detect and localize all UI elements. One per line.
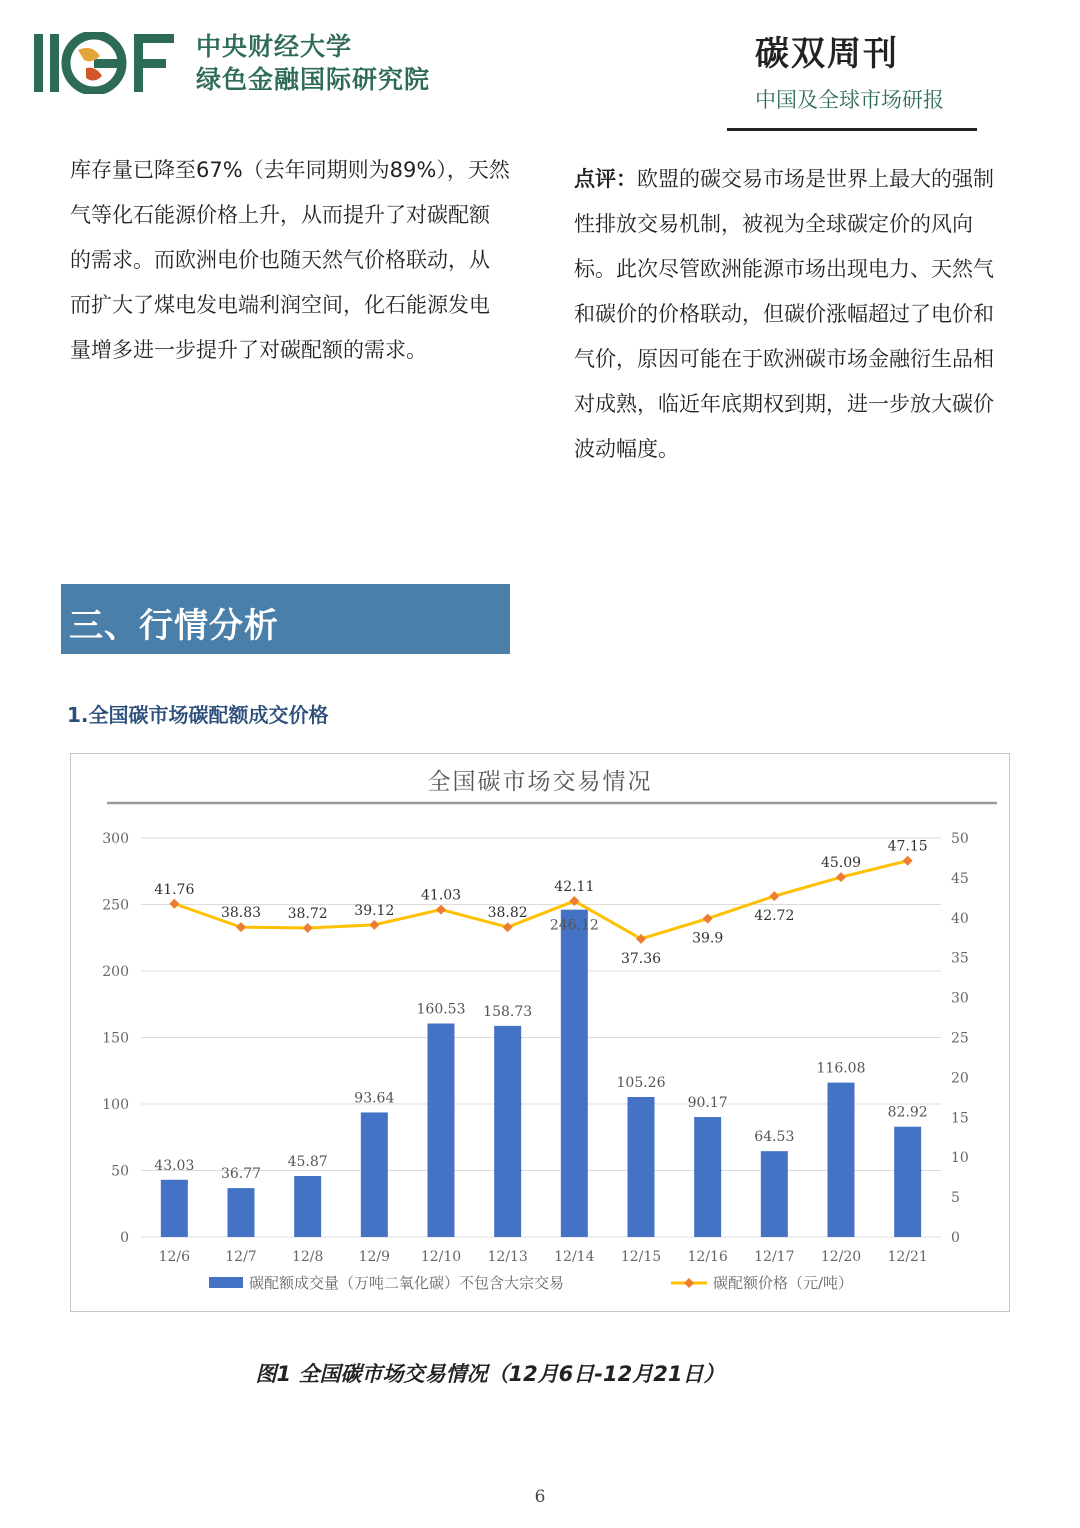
- publication-subtitle: 中国及全球市场研报: [755, 88, 944, 112]
- price-point: [369, 920, 379, 930]
- price-point: [303, 923, 313, 933]
- y-right-tick-label: 35: [951, 950, 969, 967]
- bar: [361, 1112, 388, 1237]
- x-tick-label: 12/10: [420, 1249, 462, 1265]
- bar-data-label: 43.03: [154, 1157, 195, 1174]
- y-left-tick-label: 250: [102, 897, 129, 914]
- y-right-tick-label: 20: [951, 1070, 969, 1087]
- y-right-tick-label: 30: [951, 990, 969, 1007]
- price-point: [769, 891, 779, 901]
- price-data-label: 41.76: [154, 881, 195, 898]
- org-name-line1: 中央财经大学: [196, 32, 353, 61]
- price-data-label: 42.72: [754, 908, 795, 925]
- price-data-label: 39.9: [692, 930, 724, 947]
- price-data-label: 42.11: [554, 878, 595, 895]
- x-tick-label: 12/20: [820, 1249, 862, 1265]
- bar-data-label: 36.77: [220, 1166, 262, 1183]
- bar-data-label: 116.08: [816, 1060, 866, 1077]
- x-tick-label: 12/6: [158, 1249, 191, 1265]
- price-point: [503, 922, 513, 932]
- commentary-text: 欧盟的碳交易市场是世界上最大的强制性排放交易机制，被视为全球碳定价的风向标。此次尽管欧洲能源市场出现电力、天然气和碳价的价格联动，但碳价涨幅超过了电价和气价，原因可能在于欧洲碳市场金融衍生品相对成熟，临近年底期权到期，进一步放大碳价波动幅度。: [574, 167, 994, 461]
- bar: [561, 910, 588, 1237]
- x-tick-label: 12/15: [620, 1249, 662, 1265]
- bar-data-label: 93.64: [354, 1090, 395, 1107]
- bar-data-label: 158.73: [483, 1003, 533, 1020]
- bar: [894, 1127, 921, 1237]
- legend-bar-label: 碳配额成交量（万吨二氧化碳）不包含大宗交易: [249, 1274, 565, 1292]
- y-right-tick-label: 10: [951, 1150, 969, 1167]
- bar: [228, 1188, 255, 1237]
- price-data-label: 38.72: [287, 906, 328, 923]
- org-name: [196, 30, 430, 96]
- y-right-tick-label: 5: [951, 1190, 960, 1207]
- x-tick-label: 12/7: [225, 1249, 257, 1265]
- price-line: [174, 861, 907, 939]
- section-header: [61, 584, 510, 654]
- price-point: [903, 856, 913, 866]
- figure-caption: 图1 全国碳市场交易情况（12月6日-12月21日）: [255, 1362, 725, 1386]
- publication-title: 碳双周刊: [755, 34, 899, 74]
- page-header: [0, 0, 1080, 140]
- iigf-logo: [34, 32, 179, 94]
- y-left-tick-label: 50: [111, 1163, 129, 1180]
- bar-data-label: 82.92: [887, 1104, 928, 1121]
- bar-data-label: 64.53: [754, 1129, 795, 1146]
- section-title: 三、行情分析: [69, 606, 279, 646]
- y-right-tick-label: 25: [951, 1030, 969, 1047]
- commentary-lead: 点评：: [574, 167, 637, 191]
- header-rule: [727, 128, 977, 131]
- price-data-label: 38.82: [487, 905, 528, 922]
- x-tick-label: 12/13: [487, 1249, 528, 1265]
- bar: [828, 1083, 855, 1237]
- price-data-label: 38.83: [220, 905, 262, 922]
- bar: [628, 1097, 655, 1237]
- bar: [494, 1026, 521, 1237]
- bar-data-label: 160.53: [416, 1001, 466, 1018]
- y-right-tick-label: 0: [951, 1230, 960, 1246]
- bar-data-label: 90.17: [687, 1095, 728, 1112]
- price-point: [703, 914, 713, 924]
- y-left-tick-label: 0: [120, 1230, 129, 1246]
- chart-container: [70, 753, 1010, 1312]
- bar-data-label: 45.87: [287, 1153, 328, 1170]
- y-left-tick-label: 300: [102, 831, 129, 847]
- bar-data-label: 105.26: [616, 1075, 666, 1092]
- org-name-line2: 绿色金融国际研究院: [196, 65, 431, 94]
- page-number: 6: [534, 1487, 546, 1507]
- right-paragraph: [574, 157, 1014, 472]
- x-tick-label: 12/9: [358, 1249, 391, 1265]
- subsection-title: 1.全国碳市场碳配额成交价格: [67, 703, 329, 727]
- price-point: [236, 922, 246, 932]
- y-left-tick-label: 150: [102, 1030, 129, 1047]
- x-tick-label: 12/17: [754, 1249, 795, 1265]
- x-tick-label: 12/21: [887, 1249, 928, 1265]
- price-point: [436, 905, 446, 915]
- carbon-market-chart: [71, 754, 1009, 1311]
- price-data-label: 39.12: [354, 902, 395, 919]
- legend-line-marker: [684, 1278, 694, 1288]
- price-data-label: 47.15: [887, 838, 928, 855]
- y-left-tick-label: 100: [102, 1097, 129, 1113]
- bar: [694, 1117, 721, 1237]
- x-tick-label: 12/16: [687, 1249, 728, 1265]
- x-tick-label: 12/8: [291, 1249, 324, 1265]
- price-point: [169, 899, 179, 909]
- legend-bar-swatch: [209, 1277, 243, 1288]
- bar: [161, 1180, 188, 1237]
- bar: [428, 1023, 455, 1237]
- price-data-label: 45.09: [820, 855, 862, 872]
- legend-line-label: 碳配额价格（元/吨）: [713, 1274, 854, 1292]
- price-point: [836, 872, 846, 882]
- y-right-tick-label: 40: [951, 910, 969, 927]
- left-paragraph: 库存量已降至67%（去年同期则为89%），天然气等化石能源价格上升，从而提升了对碳配额的需求。而欧洲电价也随天然气价格联动，从而扩大了煤电发电端利润空间，化石能源发电量增多进一步提升了对碳配额的需求。: [70, 158, 510, 362]
- chart-title: 全国碳市场交易情况: [427, 769, 653, 795]
- bar-data-label: 246.12: [549, 917, 599, 934]
- y-left-tick-label: 200: [102, 964, 129, 980]
- y-right-tick-label: 15: [951, 1110, 969, 1127]
- price-data-label: 37.36: [620, 950, 662, 967]
- bar: [294, 1176, 321, 1237]
- x-tick-label: 12/14: [554, 1249, 595, 1265]
- y-right-tick-label: 45: [951, 870, 969, 887]
- y-right-tick-label: 50: [951, 831, 969, 847]
- bar: [761, 1151, 788, 1237]
- price-data-label: 41.03: [420, 887, 462, 904]
